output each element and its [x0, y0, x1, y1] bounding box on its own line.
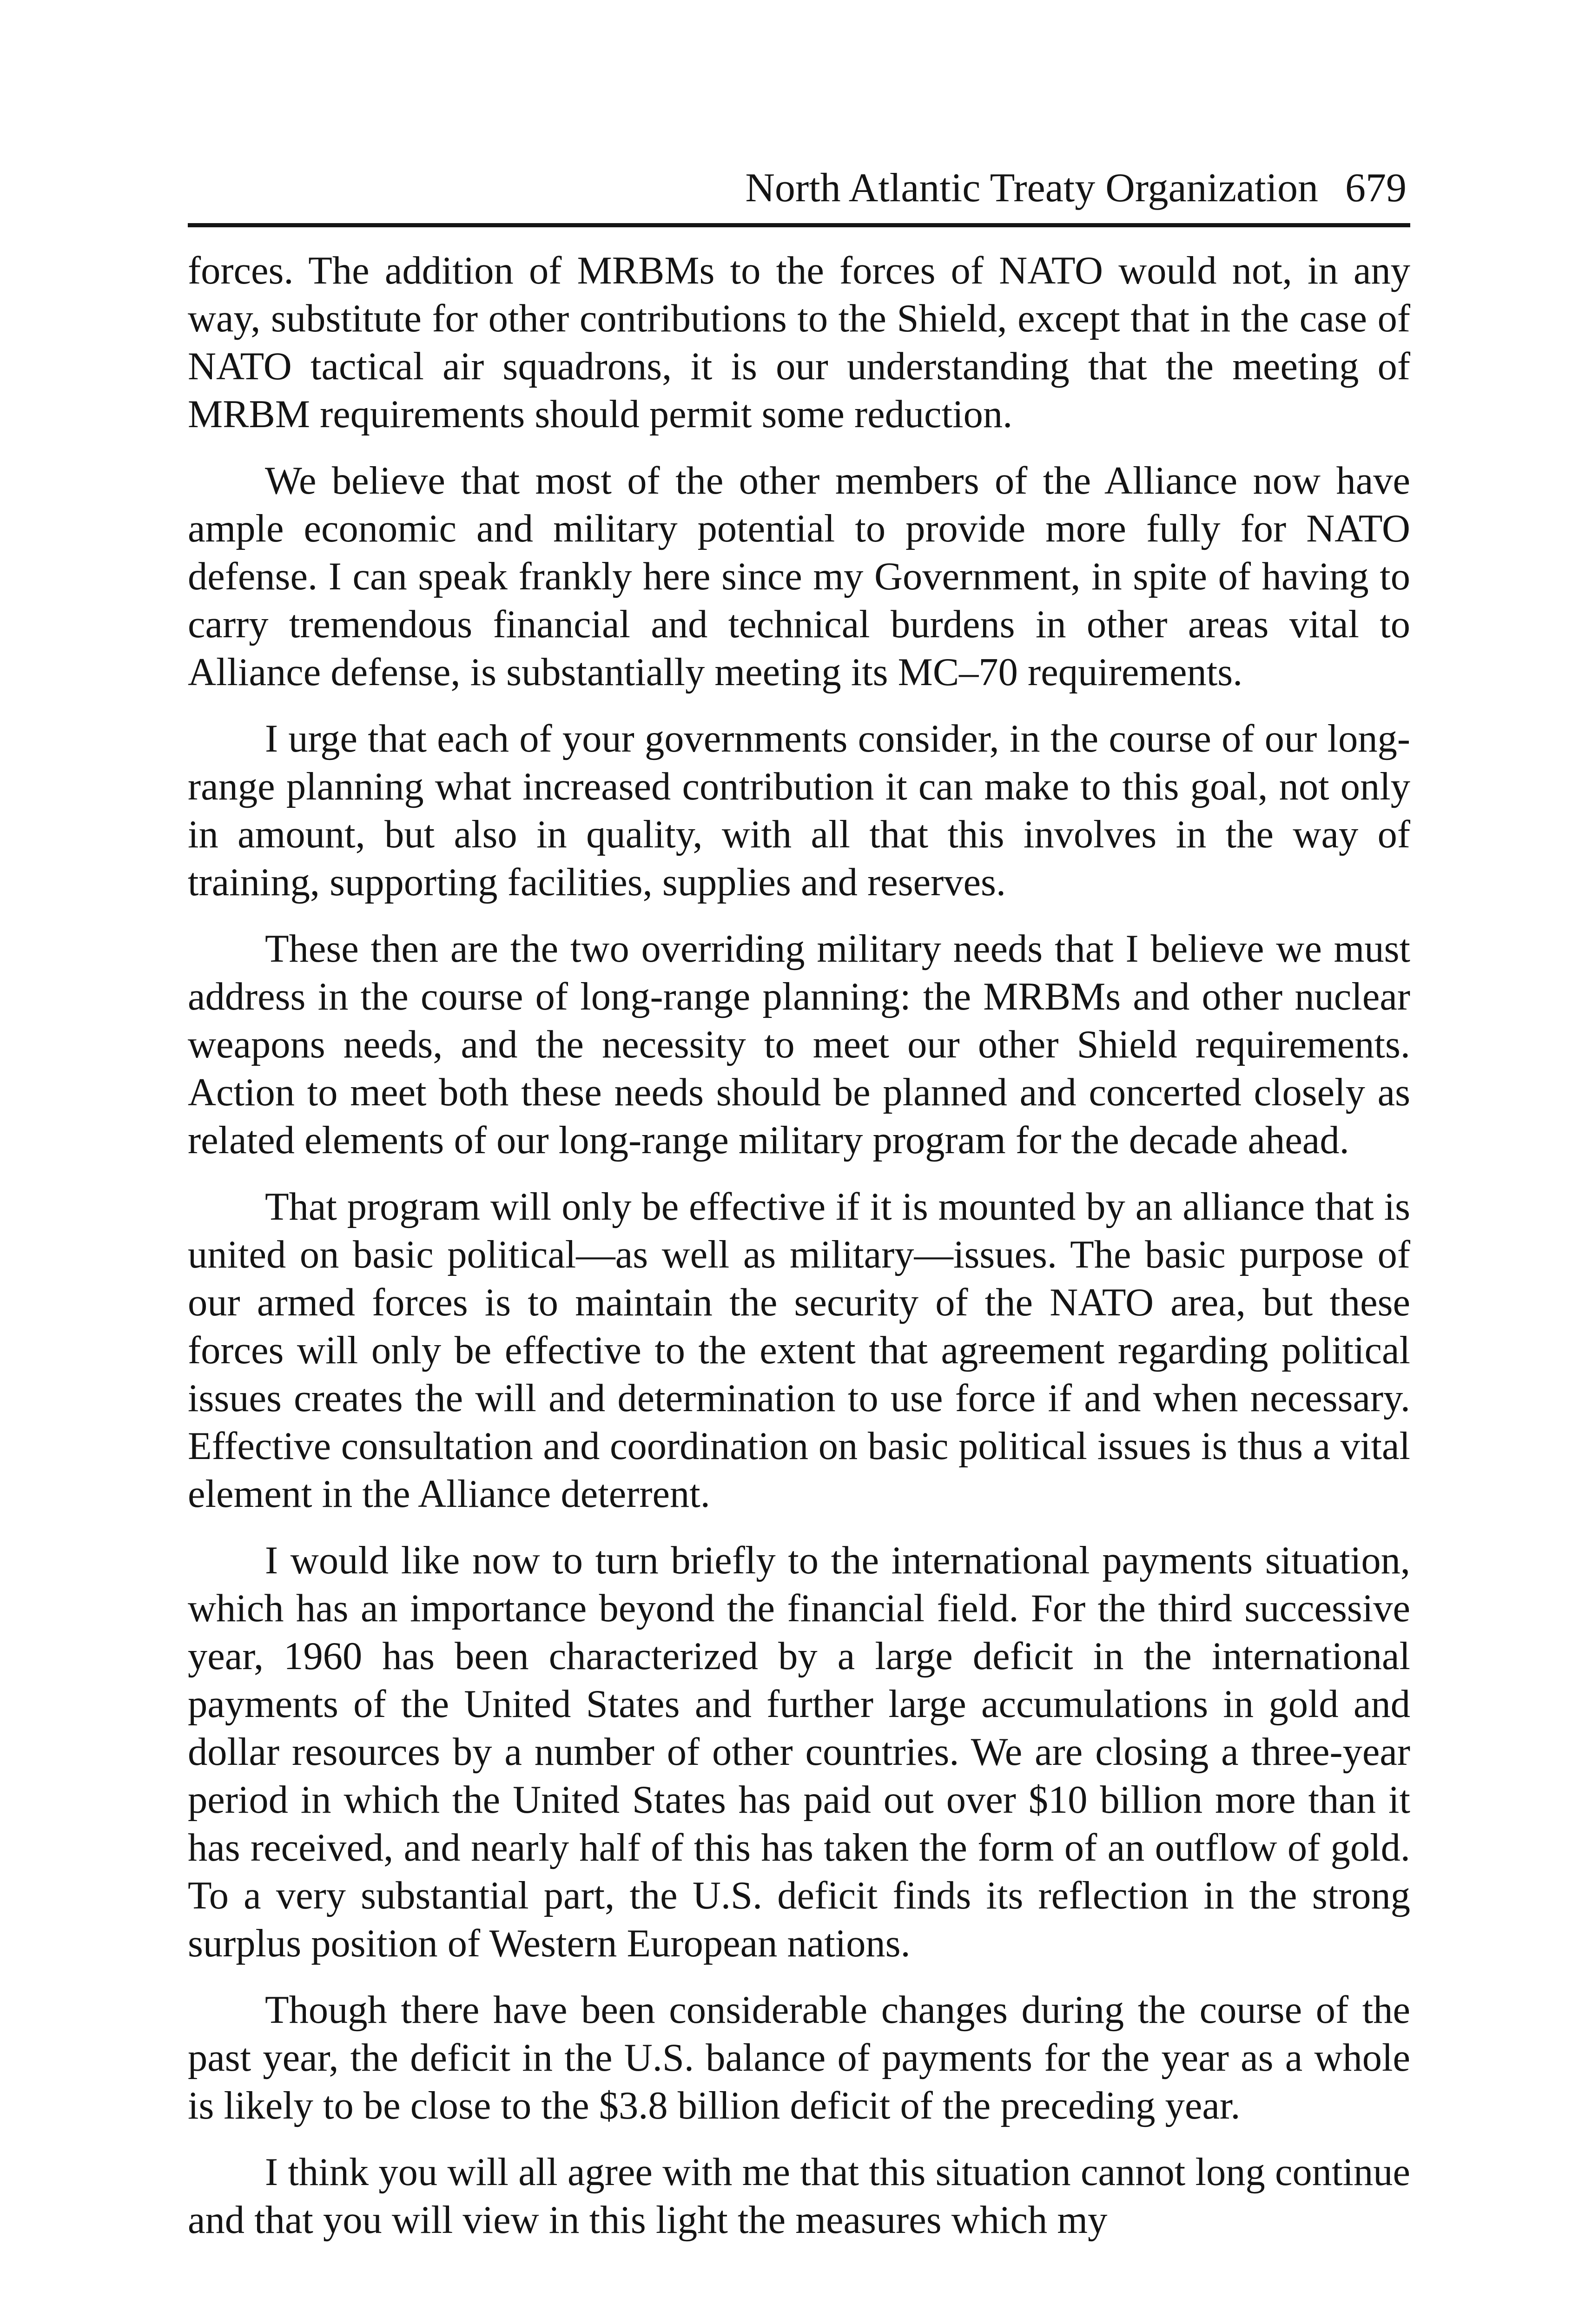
page-number: 679	[1345, 165, 1407, 211]
paragraph-4: These then are the two overriding military needs that I believe we must address in the course of long-range planning: the MRBMs and other nuclear weapons needs, and the necessity to meet our other Shield requirements. Action to meet both these needs should be planned and concerted closely as related elements of our long-range military program for the decade ahead.	[188, 927, 1410, 1162]
paragraph-6: I would like now to turn briefly to the international payments situation, which has an importance beyond the financial field. For the third successive year, 1960 has been characterized by a large deficit in the international payments of the United States and further large accumulations in gold and dollar resources by a number of other countries. We are closing a three-year period in which the United States has paid out over $10 billion more than it has received, and nearly half of this has taken the form of an outflow of gold. To a very substantial part, the U.S. deficit finds its reflection in the strong surplus position of Western European nations.	[188, 1539, 1410, 1965]
book-page	[188, 163, 1410, 2263]
paragraph-2: We believe that most of the other members of the Alliance now have ample economic and military potential to provide more fully for NATO defense. I can speak frankly here since my Government, in spite of having to carry tremendous financial and technical burdens in other areas vital to Alliance defense, is substantially meeting its MC–70 requirements.	[188, 459, 1410, 694]
paragraph-3: I urge that each of your governments consider, in the course of our long-range planning what increased contribution it can make to this goal, not only in amount, but also in quality, with all that this involves in the way of training, supporting facilities, supplies and reserves.	[188, 717, 1410, 904]
paragraph-7: Though there have been considerable changes during the course of the past year, the deficit in the U.S. balance of payments for the year as a whole is likely to be close to the $3.8 billion deficit of the preceding year.	[188, 1988, 1410, 2127]
body-text	[188, 247, 1410, 2244]
header-rule	[188, 223, 1410, 227]
paragraph-8: I think you will all agree with me that this situation cannot long continue and that you will view in this light the measures which my	[188, 2151, 1410, 2242]
paragraph-1: forces. The addition of MRBMs to the forces of NATO would not, in any way, substitute for other contributions to the Shield, except that in the case of NATO tactical air squadrons, it is our understanding that the meeting of MRBM requirements should permit some reduction.	[188, 249, 1410, 436]
running-header	[188, 163, 1410, 218]
running-title: North Atlantic Treaty Organization	[745, 165, 1318, 211]
paragraph-5: That program will only be effective if it is mounted by an alliance that is united on basic political—as well as military—issues. The basic purpose of our armed forces is to maintain the security of the NATO area, but these forces will only be effective to the extent that agreement regarding political issues creates the will and determination to use force if and when necessary. Effective consultation and coordination on basic political issues is thus a vital element in the Alliance deterrent.	[188, 1185, 1410, 1516]
